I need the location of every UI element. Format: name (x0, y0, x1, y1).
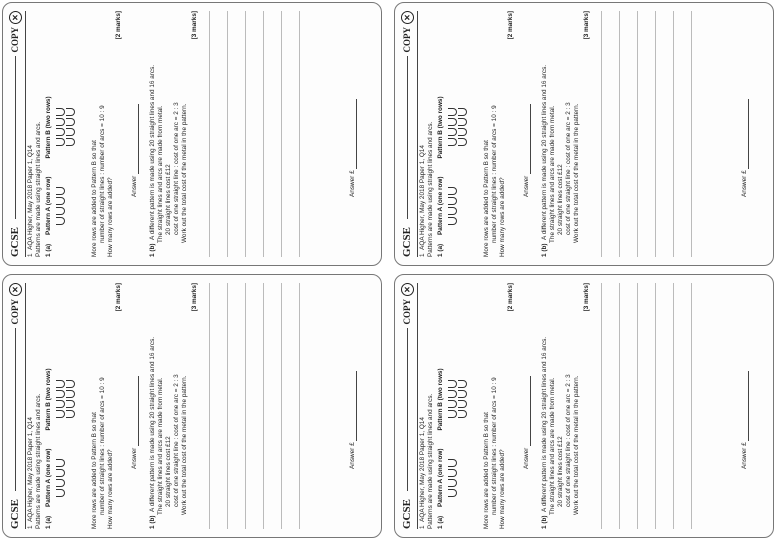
part-a-text-3: How many rows are added? (499, 177, 506, 257)
answer-b-line[interactable] (349, 371, 357, 441)
rotated-page (3, 3, 381, 265)
arc-cell (66, 108, 75, 116)
rotated-page (395, 275, 773, 537)
arc-cell (66, 138, 75, 146)
pattern-b-label: Pattern B (two rows) (45, 96, 52, 159)
arc-cell (56, 479, 65, 487)
x-circle-icon: ✕ (9, 283, 22, 296)
page-header (9, 11, 26, 257)
x-circle-icon: ✕ (401, 11, 414, 24)
pattern-b-label: Pattern B (two rows) (437, 368, 444, 431)
working-line (673, 11, 674, 257)
part-a-answer (523, 283, 531, 469)
part-b-text-2: The straight lines and arcs are made from metal. (549, 105, 556, 243)
arc-cell (448, 187, 457, 195)
part-b-text-5: Work out the total cost of the metal in the pattern. (573, 375, 580, 515)
working-line (299, 11, 300, 257)
worksheet-bottom-left (2, 274, 382, 538)
subject-title: GCSE (9, 499, 21, 529)
page-content (401, 283, 767, 529)
part-b-line-1 (541, 11, 549, 257)
page-content (401, 11, 767, 257)
pattern-a-label: Pattern A (one row) (45, 176, 52, 235)
worksheet-top-right (394, 2, 774, 266)
page-content (9, 283, 375, 529)
working-line (691, 11, 692, 257)
intro-text: Patterns are made using straight lines and arcs. (427, 121, 434, 257)
working-line (601, 11, 602, 257)
answer-b-label: Answer £ (741, 442, 748, 469)
working-line (655, 283, 656, 529)
part-a-answer (131, 11, 139, 197)
x-circle-icon: ✕ (9, 11, 22, 24)
page-header (9, 283, 26, 529)
pattern-a-label: Pattern A (one row) (45, 448, 52, 507)
part-b-line-1 (541, 283, 549, 529)
page-header (401, 11, 418, 257)
working-line (619, 11, 620, 257)
subject-title: GCSE (401, 499, 413, 529)
part-b-text-1: A different pattern is made using 20 straight lines and 16 arcs. (149, 336, 156, 512)
arc-cell (56, 217, 65, 225)
part-a-marks: [2 marks] (115, 11, 122, 40)
part-b-line-1 (149, 11, 157, 257)
part-a-text-2: number of straight lines : number of arcs = 10 : 9 (491, 377, 498, 515)
part-b-label: 1 (b) (541, 515, 548, 529)
source-line (419, 11, 427, 257)
part-b-answer (741, 283, 749, 469)
source-text: AQA Higher, May 2018 Paper 1, Q14 (419, 145, 426, 250)
page-header (401, 283, 418, 529)
arc-cell (448, 390, 457, 398)
pattern-a-grid (448, 459, 457, 497)
part-b-marks: [3 marks] (191, 283, 198, 312)
arc-cell (448, 108, 457, 116)
part-b-text-3: 20 straight lines cost £12 (557, 436, 564, 507)
part-b-marks: [3 marks] (583, 283, 590, 312)
pattern-a (45, 449, 75, 507)
pattern-b-grid (448, 108, 467, 146)
intro-text: Patterns are made using straight lines and arcs. (427, 393, 434, 529)
worksheet-top-left (2, 2, 382, 266)
subject-title: GCSE (401, 227, 413, 257)
arc-cell (448, 469, 457, 477)
part-a-text-2: number of straight lines : number of arcs = 10 : 9 (491, 105, 498, 243)
part-b-text-3: 20 straight lines cost £12 (165, 164, 172, 235)
pattern-b-label: Pattern B (two rows) (45, 368, 52, 431)
pattern-a-label: Pattern A (one row) (437, 448, 444, 507)
question-number: 1 (419, 253, 426, 257)
arc-cell (56, 390, 65, 398)
part-b-text-3: 20 straight lines cost £12 (165, 436, 172, 507)
working-line (619, 283, 620, 529)
part-b-marks: [3 marks] (191, 11, 198, 40)
arc-cell (448, 479, 457, 487)
arc-cell (458, 380, 467, 388)
arc-cell (458, 138, 467, 146)
rotated-page (395, 3, 773, 265)
part-b-answer (741, 11, 749, 197)
pattern-a-grid (56, 459, 65, 497)
worksheet-bottom-right (394, 274, 774, 538)
pattern-b (45, 96, 75, 158)
arc-cell (448, 138, 457, 146)
arc-cell (448, 380, 457, 388)
answer-label: Answer (131, 447, 138, 469)
header-rule (407, 329, 408, 492)
answer-label: Answer (523, 175, 530, 197)
arc-cell (56, 410, 65, 418)
arc-cell (66, 390, 75, 398)
header-rule (15, 57, 16, 220)
part-b-text-2: The straight lines and arcs are made from metal. (549, 377, 556, 515)
answer-label: Answer (523, 447, 530, 469)
part-a-answer (523, 11, 531, 197)
arc-cell (66, 400, 75, 408)
arc-cell (458, 410, 467, 418)
arc-cell (448, 410, 457, 418)
pattern-a (45, 177, 75, 235)
part-a-marks: [2 marks] (507, 11, 514, 40)
answer-label: Answer (131, 175, 138, 197)
part-a-marks: [2 marks] (115, 283, 122, 312)
part-a-text-3: How many rows are added? (107, 449, 114, 529)
question-number: 1 (27, 525, 34, 529)
part-b-text-1: A different pattern is made using 20 straight lines and 16 arcs. (541, 336, 548, 512)
part-a-marks: [2 marks] (507, 283, 514, 312)
working-line (299, 283, 300, 529)
pattern-b (437, 368, 467, 430)
part-a-label: 1 (a) (45, 515, 52, 529)
arc-cell (458, 390, 467, 398)
arc-cell (56, 459, 65, 467)
working-line (281, 11, 282, 257)
arc-cell (458, 128, 467, 136)
arc-cell (56, 489, 65, 497)
question-number: 1 (419, 525, 426, 529)
arc-cell (56, 197, 65, 205)
arc-cell (448, 400, 457, 408)
working-line (281, 283, 282, 529)
working-line (601, 283, 602, 529)
part-a-text-3: How many rows are added? (107, 177, 114, 257)
arc-cell (448, 489, 457, 497)
part-b-label: 1 (b) (541, 243, 548, 257)
pattern-b-grid (448, 380, 467, 418)
part-a-text-2: number of straight lines : number of arcs = 10 : 9 (99, 105, 106, 243)
part-b-text-5: Work out the total cost of the metal in the pattern. (181, 103, 188, 243)
part-b-text-4: cost of one straight line : cost of one arc = 2 : 3 (565, 374, 572, 507)
source-text: AQA Higher, May 2018 Paper 1, Q14 (27, 145, 34, 250)
working-line (245, 283, 246, 529)
working-line (227, 11, 228, 257)
pattern-a-grid (56, 187, 65, 225)
arc-cell (458, 400, 467, 408)
answer-line[interactable] (131, 376, 139, 446)
subject-title: GCSE (9, 227, 21, 257)
rotated-page (3, 275, 381, 537)
answer-line[interactable] (523, 104, 531, 174)
arc-cell (66, 128, 75, 136)
arc-cell (56, 380, 65, 388)
working-line (263, 283, 264, 529)
answer-line[interactable] (523, 376, 531, 446)
part-b-line-1 (149, 283, 157, 529)
part-a-text-2: number of straight lines : number of arcs = 10 : 9 (99, 377, 106, 515)
part-b-text-5: Work out the total cost of the metal in the pattern. (181, 375, 188, 515)
answer-b-line[interactable] (741, 371, 749, 441)
intro-text: Patterns are made using straight lines and arcs. (35, 393, 42, 529)
source-text: AQA Higher, May 2018 Paper 1, Q14 (419, 417, 426, 522)
header-rule (15, 329, 16, 492)
part-b-marks: [3 marks] (583, 11, 590, 40)
copy-label: COPY (10, 299, 21, 325)
arc-cell (448, 217, 457, 225)
source-line (27, 283, 35, 529)
pattern-b (437, 96, 467, 158)
part-a-text-1: More rows are added to Pattern B so that (483, 412, 490, 529)
working-line (637, 11, 638, 257)
arc-cell (66, 118, 75, 126)
page-content (9, 11, 375, 257)
arc-cell (56, 128, 65, 136)
working-line (227, 283, 228, 529)
working-line (245, 11, 246, 257)
patterns (45, 368, 75, 507)
arc-cell (458, 108, 467, 116)
source-line (27, 11, 35, 257)
copy-label: COPY (402, 299, 413, 325)
arc-cell (448, 128, 457, 136)
copy-label: COPY (10, 27, 21, 53)
part-a-label: 1 (a) (437, 243, 444, 257)
patterns (437, 96, 467, 235)
arc-cell (56, 118, 65, 126)
arc-cell (56, 187, 65, 195)
working-line (673, 283, 674, 529)
part-a-text-1: More rows are added to Pattern B so that (91, 412, 98, 529)
source-line (419, 283, 427, 529)
part-b-label: 1 (b) (149, 515, 156, 529)
arc-cell (56, 207, 65, 215)
part-b-label: 1 (b) (149, 243, 156, 257)
copy-label: COPY (402, 27, 413, 53)
arc-cell (56, 400, 65, 408)
part-b-text-4: cost of one straight line : cost of one arc = 2 : 3 (173, 374, 180, 507)
arc-cell (56, 138, 65, 146)
part-b-text-4: cost of one straight line : cost of one arc = 2 : 3 (565, 102, 572, 235)
arc-cell (66, 410, 75, 418)
arc-cell (458, 118, 467, 126)
part-a-label: 1 (a) (437, 515, 444, 529)
arc-cell (448, 197, 457, 205)
part-a-text-1: More rows are added to Pattern B so that (91, 140, 98, 257)
pattern-b-grid (56, 380, 75, 418)
arc-cell (448, 207, 457, 215)
part-b-answer (349, 283, 357, 469)
part-b-answer (349, 11, 357, 197)
answer-b-line[interactable] (349, 99, 357, 169)
working-line (263, 11, 264, 257)
arc-cell (448, 118, 457, 126)
working-line (209, 283, 210, 529)
arc-cell (56, 108, 65, 116)
arc-cell (448, 459, 457, 467)
arc-cell (56, 469, 65, 477)
part-a-answer (131, 283, 139, 469)
part-b-text-1: A different pattern is made using 20 straight lines and 16 arcs. (149, 64, 156, 240)
pattern-a-label: Pattern A (one row) (437, 176, 444, 235)
pattern-b-grid (56, 108, 75, 146)
working-line (655, 11, 656, 257)
working-line (637, 283, 638, 529)
pattern-a (437, 449, 467, 507)
part-b-text-1: A different pattern is made using 20 straight lines and 16 arcs. (541, 64, 548, 240)
part-a-text-3: How many rows are added? (499, 449, 506, 529)
part-b-text-2: The straight lines and arcs are made from metal. (157, 105, 164, 243)
header-rule (407, 57, 408, 220)
pattern-a-grid (448, 187, 457, 225)
answer-line[interactable] (131, 104, 139, 174)
part-b-text-4: cost of one straight line : cost of one arc = 2 : 3 (173, 102, 180, 235)
part-a-label: 1 (a) (45, 243, 52, 257)
answer-b-label: Answer £ (349, 170, 356, 197)
question-number: 1 (27, 253, 34, 257)
pattern-b-label: Pattern B (two rows) (437, 96, 444, 159)
source-text: AQA Higher, May 2018 Paper 1, Q14 (27, 417, 34, 522)
answer-b-line[interactable] (741, 99, 749, 169)
working-line (209, 11, 210, 257)
part-b-text-5: Work out the total cost of the metal in the pattern. (573, 103, 580, 243)
patterns (45, 96, 75, 235)
part-b-text-2: The straight lines and arcs are made from metal. (157, 377, 164, 515)
working-line (691, 283, 692, 529)
patterns (437, 368, 467, 507)
part-b-text-3: 20 straight lines cost £12 (557, 164, 564, 235)
arc-cell (66, 380, 75, 388)
answer-b-label: Answer £ (741, 170, 748, 197)
pattern-b (45, 368, 75, 430)
answer-b-label: Answer £ (349, 442, 356, 469)
x-circle-icon: ✕ (401, 283, 414, 296)
intro-text: Patterns are made using straight lines and arcs. (35, 121, 42, 257)
pattern-a (437, 177, 467, 235)
part-a-text-1: More rows are added to Pattern B so that (483, 140, 490, 257)
